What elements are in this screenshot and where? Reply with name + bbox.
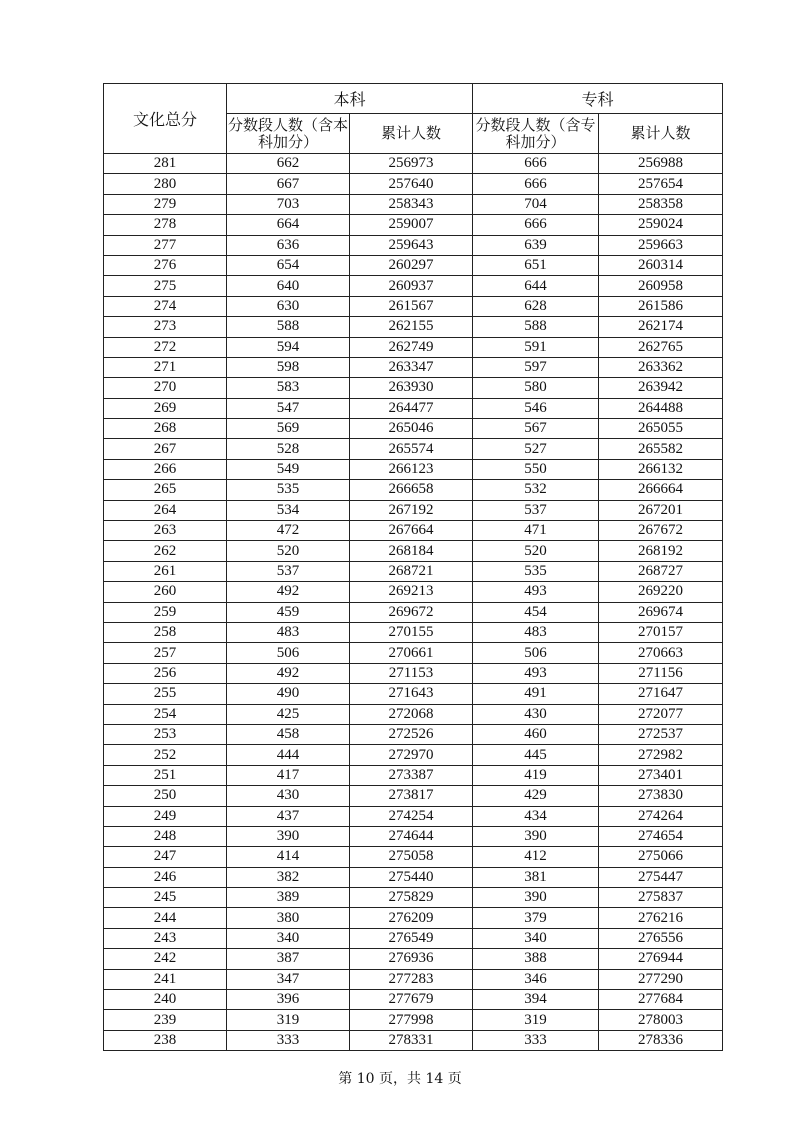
cell-junior-college-segment-count: 340 — [473, 928, 599, 948]
cell-junior-college-segment-count: 491 — [473, 684, 599, 704]
cell-junior-college-cumulative-count: 261586 — [599, 296, 723, 316]
table-row — [104, 419, 723, 439]
cell-junior-college-cumulative-count: 263362 — [599, 357, 723, 377]
cell-total-score: 243 — [104, 928, 227, 948]
cell-junior-college-cumulative-count: 262765 — [599, 337, 723, 357]
cell-undergraduate-segment-count: 654 — [227, 255, 350, 275]
cell-junior-college-cumulative-count: 270157 — [599, 622, 723, 642]
cell-total-score: 251 — [104, 765, 227, 785]
cell-total-score: 253 — [104, 724, 227, 744]
cell-total-score: 281 — [104, 154, 227, 174]
cell-junior-college-segment-count: 506 — [473, 643, 599, 663]
table-row — [104, 582, 723, 602]
cell-undergraduate-segment-count: 640 — [227, 276, 350, 296]
table-row — [104, 786, 723, 806]
cell-junior-college-cumulative-count: 259024 — [599, 215, 723, 235]
table-row — [104, 194, 723, 214]
cell-total-score: 271 — [104, 357, 227, 377]
cell-junior-college-cumulative-count: 267672 — [599, 521, 723, 541]
cell-undergraduate-cumulative-count: 277679 — [350, 990, 473, 1010]
cell-total-score: 278 — [104, 215, 227, 235]
cell-junior-college-segment-count: 597 — [473, 357, 599, 377]
cell-junior-college-segment-count: 493 — [473, 663, 599, 683]
cell-junior-college-segment-count: 639 — [473, 235, 599, 255]
cell-total-score: 248 — [104, 826, 227, 846]
cell-undergraduate-segment-count: 636 — [227, 235, 350, 255]
table-row — [104, 1010, 723, 1030]
cell-junior-college-cumulative-count: 264488 — [599, 398, 723, 418]
cell-undergraduate-segment-count: 459 — [227, 602, 350, 622]
table-row — [104, 826, 723, 846]
cell-junior-college-cumulative-count: 271156 — [599, 663, 723, 683]
cell-total-score: 260 — [104, 582, 227, 602]
cell-undergraduate-segment-count: 483 — [227, 622, 350, 642]
cell-undergraduate-segment-count: 547 — [227, 398, 350, 418]
cell-junior-college-segment-count: 430 — [473, 704, 599, 724]
cell-undergraduate-segment-count: 569 — [227, 419, 350, 439]
cell-junior-college-cumulative-count: 274264 — [599, 806, 723, 826]
table-row — [104, 990, 723, 1010]
cell-total-score: 258 — [104, 622, 227, 642]
table-row — [104, 765, 723, 785]
cell-junior-college-segment-count: 412 — [473, 847, 599, 867]
table-row — [104, 1030, 723, 1050]
cell-junior-college-cumulative-count: 265582 — [599, 439, 723, 459]
cell-undergraduate-cumulative-count: 256973 — [350, 154, 473, 174]
table-row — [104, 317, 723, 337]
cell-undergraduate-cumulative-count: 261567 — [350, 296, 473, 316]
cell-undergraduate-segment-count: 537 — [227, 561, 350, 581]
cell-undergraduate-cumulative-count: 265574 — [350, 439, 473, 459]
cell-junior-college-segment-count: 346 — [473, 969, 599, 989]
cell-undergraduate-cumulative-count: 263930 — [350, 378, 473, 398]
cell-undergraduate-cumulative-count: 277283 — [350, 969, 473, 989]
table-row — [104, 296, 723, 316]
cell-junior-college-segment-count: 388 — [473, 949, 599, 969]
cell-junior-college-cumulative-count: 262174 — [599, 317, 723, 337]
cell-total-score: 263 — [104, 521, 227, 541]
cell-undergraduate-segment-count: 387 — [227, 949, 350, 969]
cell-undergraduate-segment-count: 380 — [227, 908, 350, 928]
table-row — [104, 398, 723, 418]
header-junior-college-cumulative-count: 累计人数 — [599, 114, 723, 154]
table-row — [104, 724, 723, 744]
cell-undergraduate-cumulative-count: 257640 — [350, 174, 473, 194]
cell-total-score: 255 — [104, 684, 227, 704]
cell-junior-college-cumulative-count: 269220 — [599, 582, 723, 602]
table-body — [104, 154, 723, 1051]
cell-junior-college-segment-count: 429 — [473, 786, 599, 806]
cell-junior-college-segment-count: 580 — [473, 378, 599, 398]
cell-undergraduate-segment-count: 458 — [227, 724, 350, 744]
cell-undergraduate-cumulative-count: 264477 — [350, 398, 473, 418]
cell-junior-college-cumulative-count: 266664 — [599, 480, 723, 500]
cell-total-score: 280 — [104, 174, 227, 194]
cell-undergraduate-cumulative-count: 276209 — [350, 908, 473, 928]
cell-undergraduate-segment-count: 414 — [227, 847, 350, 867]
cell-junior-college-cumulative-count: 277290 — [599, 969, 723, 989]
cell-undergraduate-segment-count: 492 — [227, 582, 350, 602]
cell-undergraduate-segment-count: 583 — [227, 378, 350, 398]
table-row — [104, 622, 723, 642]
cell-junior-college-cumulative-count: 267201 — [599, 500, 723, 520]
cell-junior-college-cumulative-count: 268192 — [599, 541, 723, 561]
cell-undergraduate-segment-count: 396 — [227, 990, 350, 1010]
cell-junior-college-segment-count: 666 — [473, 215, 599, 235]
cell-undergraduate-cumulative-count: 274254 — [350, 806, 473, 826]
cell-junior-college-segment-count: 454 — [473, 602, 599, 622]
cell-total-score: 268 — [104, 419, 227, 439]
cell-undergraduate-cumulative-count: 277998 — [350, 1010, 473, 1030]
cell-junior-college-cumulative-count: 260958 — [599, 276, 723, 296]
cell-undergraduate-cumulative-count: 266123 — [350, 459, 473, 479]
cell-junior-college-cumulative-count: 278003 — [599, 1010, 723, 1030]
cell-junior-college-cumulative-count: 266132 — [599, 459, 723, 479]
cell-undergraduate-cumulative-count: 272970 — [350, 745, 473, 765]
cell-junior-college-cumulative-count: 257654 — [599, 174, 723, 194]
cell-total-score: 264 — [104, 500, 227, 520]
cell-total-score: 266 — [104, 459, 227, 479]
cell-junior-college-segment-count: 666 — [473, 154, 599, 174]
cell-total-score: 247 — [104, 847, 227, 867]
cell-undergraduate-segment-count: 430 — [227, 786, 350, 806]
cell-undergraduate-cumulative-count: 269672 — [350, 602, 473, 622]
cell-junior-college-cumulative-count: 256988 — [599, 154, 723, 174]
cell-junior-college-segment-count: 644 — [473, 276, 599, 296]
cell-junior-college-cumulative-count: 275066 — [599, 847, 723, 867]
cell-total-score: 261 — [104, 561, 227, 581]
cell-undergraduate-cumulative-count: 273387 — [350, 765, 473, 785]
cell-junior-college-segment-count: 460 — [473, 724, 599, 744]
cell-junior-college-segment-count: 434 — [473, 806, 599, 826]
table-row — [104, 969, 723, 989]
table-row — [104, 949, 723, 969]
cell-junior-college-cumulative-count: 263942 — [599, 378, 723, 398]
cell-junior-college-cumulative-count: 271647 — [599, 684, 723, 704]
header-undergraduate-cumulative-count: 累计人数 — [350, 114, 473, 154]
cell-junior-college-cumulative-count: 276216 — [599, 908, 723, 928]
cell-junior-college-segment-count: 704 — [473, 194, 599, 214]
cell-junior-college-cumulative-count: 259663 — [599, 235, 723, 255]
cell-undergraduate-segment-count: 535 — [227, 480, 350, 500]
cell-undergraduate-cumulative-count: 276936 — [350, 949, 473, 969]
cell-junior-college-segment-count: 419 — [473, 765, 599, 785]
header-undergraduate: 本科 — [227, 84, 473, 114]
cell-undergraduate-cumulative-count: 269213 — [350, 582, 473, 602]
table-row — [104, 255, 723, 275]
table-row — [104, 888, 723, 908]
table-row — [104, 215, 723, 235]
table-row — [104, 357, 723, 377]
cell-junior-college-segment-count: 666 — [473, 174, 599, 194]
cell-undergraduate-cumulative-count: 266658 — [350, 480, 473, 500]
cell-undergraduate-segment-count: 417 — [227, 765, 350, 785]
table-row — [104, 684, 723, 704]
cell-undergraduate-cumulative-count: 275058 — [350, 847, 473, 867]
cell-junior-college-segment-count: 651 — [473, 255, 599, 275]
table-row — [104, 500, 723, 520]
cell-undergraduate-cumulative-count: 259007 — [350, 215, 473, 235]
table-row — [104, 704, 723, 724]
cell-undergraduate-segment-count: 340 — [227, 928, 350, 948]
cell-undergraduate-cumulative-count: 262749 — [350, 337, 473, 357]
cell-total-score: 246 — [104, 867, 227, 887]
cell-undergraduate-segment-count: 549 — [227, 459, 350, 479]
cell-undergraduate-segment-count: 630 — [227, 296, 350, 316]
cell-junior-college-segment-count: 394 — [473, 990, 599, 1010]
cell-junior-college-cumulative-count: 268727 — [599, 561, 723, 581]
cell-undergraduate-segment-count: 347 — [227, 969, 350, 989]
cell-undergraduate-cumulative-count: 274644 — [350, 826, 473, 846]
table-row — [104, 643, 723, 663]
cell-undergraduate-segment-count: 425 — [227, 704, 350, 724]
cell-total-score: 262 — [104, 541, 227, 561]
cell-total-score: 252 — [104, 745, 227, 765]
cell-total-score: 254 — [104, 704, 227, 724]
cell-undergraduate-cumulative-count: 276549 — [350, 928, 473, 948]
table-header — [104, 84, 723, 154]
table-row — [104, 541, 723, 561]
cell-total-score: 244 — [104, 908, 227, 928]
score-distribution-table-container — [103, 83, 722, 1051]
cell-undergraduate-cumulative-count: 259643 — [350, 235, 473, 255]
cell-undergraduate-cumulative-count: 273817 — [350, 786, 473, 806]
cell-undergraduate-segment-count: 382 — [227, 867, 350, 887]
table-row — [104, 745, 723, 765]
cell-undergraduate-segment-count: 662 — [227, 154, 350, 174]
table-row — [104, 521, 723, 541]
cell-junior-college-segment-count: 532 — [473, 480, 599, 500]
cell-undergraduate-cumulative-count: 271153 — [350, 663, 473, 683]
cell-undergraduate-cumulative-count: 278331 — [350, 1030, 473, 1050]
cell-undergraduate-cumulative-count: 272526 — [350, 724, 473, 744]
cell-total-score: 277 — [104, 235, 227, 255]
table-row — [104, 867, 723, 887]
table-row — [104, 663, 723, 683]
cell-junior-college-cumulative-count: 278336 — [599, 1030, 723, 1050]
cell-junior-college-cumulative-count: 272982 — [599, 745, 723, 765]
cell-junior-college-segment-count: 390 — [473, 826, 599, 846]
table-row — [104, 928, 723, 948]
cell-junior-college-segment-count: 588 — [473, 317, 599, 337]
cell-junior-college-segment-count: 319 — [473, 1010, 599, 1030]
cell-total-score: 274 — [104, 296, 227, 316]
cell-junior-college-segment-count: 483 — [473, 622, 599, 642]
cell-junior-college-cumulative-count: 277684 — [599, 990, 723, 1010]
table-row — [104, 276, 723, 296]
cell-total-score: 238 — [104, 1030, 227, 1050]
table-row — [104, 235, 723, 255]
cell-undergraduate-segment-count: 472 — [227, 521, 350, 541]
cell-junior-college-cumulative-count: 276556 — [599, 928, 723, 948]
cell-undergraduate-segment-count: 588 — [227, 317, 350, 337]
cell-undergraduate-cumulative-count: 268721 — [350, 561, 473, 581]
cell-total-score: 240 — [104, 990, 227, 1010]
cell-undergraduate-cumulative-count: 258343 — [350, 194, 473, 214]
table-row — [104, 174, 723, 194]
cell-undergraduate-cumulative-count: 262155 — [350, 317, 473, 337]
cell-junior-college-cumulative-count: 258358 — [599, 194, 723, 214]
cell-undergraduate-cumulative-count: 272068 — [350, 704, 473, 724]
cell-total-score: 265 — [104, 480, 227, 500]
cell-total-score: 250 — [104, 786, 227, 806]
cell-total-score: 257 — [104, 643, 227, 663]
cell-undergraduate-segment-count: 594 — [227, 337, 350, 357]
cell-undergraduate-segment-count: 506 — [227, 643, 350, 663]
cell-total-score: 242 — [104, 949, 227, 969]
header-junior-college: 专科 — [473, 84, 723, 114]
cell-total-score: 259 — [104, 602, 227, 622]
cell-total-score: 270 — [104, 378, 227, 398]
cell-junior-college-segment-count: 537 — [473, 500, 599, 520]
table-row — [104, 480, 723, 500]
cell-junior-college-segment-count: 628 — [473, 296, 599, 316]
cell-junior-college-segment-count: 591 — [473, 337, 599, 357]
cell-undergraduate-segment-count: 598 — [227, 357, 350, 377]
cell-total-score: 275 — [104, 276, 227, 296]
cell-undergraduate-segment-count: 528 — [227, 439, 350, 459]
cell-junior-college-cumulative-count: 272077 — [599, 704, 723, 724]
table-row — [104, 154, 723, 174]
cell-junior-college-cumulative-count: 260314 — [599, 255, 723, 275]
page-footer: 第 10 页，共 14 页 — [338, 1071, 462, 1087]
table-row — [104, 908, 723, 928]
cell-junior-college-cumulative-count: 269674 — [599, 602, 723, 622]
cell-junior-college-segment-count: 550 — [473, 459, 599, 479]
cell-junior-college-cumulative-count: 265055 — [599, 419, 723, 439]
cell-total-score: 276 — [104, 255, 227, 275]
header-undergraduate-segment-count: 分数段人数（含本科加分） — [227, 114, 350, 154]
header-total-score: 文化总分 — [104, 84, 227, 154]
cell-junior-college-segment-count: 333 — [473, 1030, 599, 1050]
cell-total-score: 239 — [104, 1010, 227, 1030]
table-row — [104, 378, 723, 398]
cell-undergraduate-cumulative-count: 265046 — [350, 419, 473, 439]
cell-undergraduate-cumulative-count: 271643 — [350, 684, 473, 704]
cell-undergraduate-segment-count: 492 — [227, 663, 350, 683]
table-row — [104, 806, 723, 826]
table-row — [104, 847, 723, 867]
cell-junior-college-segment-count: 445 — [473, 745, 599, 765]
cell-undergraduate-segment-count: 389 — [227, 888, 350, 908]
cell-total-score: 269 — [104, 398, 227, 418]
table-row — [104, 337, 723, 357]
cell-undergraduate-segment-count: 664 — [227, 215, 350, 235]
cell-undergraduate-cumulative-count: 268184 — [350, 541, 473, 561]
cell-undergraduate-cumulative-count: 263347 — [350, 357, 473, 377]
cell-undergraduate-segment-count: 520 — [227, 541, 350, 561]
cell-undergraduate-cumulative-count: 267664 — [350, 521, 473, 541]
cell-undergraduate-cumulative-count: 260297 — [350, 255, 473, 275]
cell-junior-college-segment-count: 379 — [473, 908, 599, 928]
cell-undergraduate-segment-count: 333 — [227, 1030, 350, 1050]
cell-junior-college-cumulative-count: 273830 — [599, 786, 723, 806]
cell-junior-college-cumulative-count: 270663 — [599, 643, 723, 663]
cell-total-score: 245 — [104, 888, 227, 908]
cell-junior-college-cumulative-count: 272537 — [599, 724, 723, 744]
cell-undergraduate-segment-count: 437 — [227, 806, 350, 826]
table-row — [104, 561, 723, 581]
cell-junior-college-cumulative-count: 276944 — [599, 949, 723, 969]
table-row — [104, 602, 723, 622]
cell-undergraduate-cumulative-count: 270661 — [350, 643, 473, 663]
cell-junior-college-cumulative-count: 275447 — [599, 867, 723, 887]
cell-total-score: 256 — [104, 663, 227, 683]
cell-total-score: 279 — [104, 194, 227, 214]
cell-undergraduate-segment-count: 490 — [227, 684, 350, 704]
cell-junior-college-segment-count: 535 — [473, 561, 599, 581]
cell-junior-college-segment-count: 381 — [473, 867, 599, 887]
cell-undergraduate-cumulative-count: 270155 — [350, 622, 473, 642]
cell-total-score: 272 — [104, 337, 227, 357]
cell-junior-college-segment-count: 527 — [473, 439, 599, 459]
header-junior-college-segment-count: 分数段人数（含专科加分） — [473, 114, 599, 154]
cell-undergraduate-segment-count: 703 — [227, 194, 350, 214]
score-distribution-table — [103, 83, 723, 1051]
cell-total-score: 273 — [104, 317, 227, 337]
cell-junior-college-cumulative-count: 273401 — [599, 765, 723, 785]
table-row — [104, 439, 723, 459]
cell-junior-college-segment-count: 471 — [473, 521, 599, 541]
cell-junior-college-cumulative-count: 274654 — [599, 826, 723, 846]
cell-undergraduate-segment-count: 390 — [227, 826, 350, 846]
table-row — [104, 459, 723, 479]
cell-undergraduate-segment-count: 667 — [227, 174, 350, 194]
cell-junior-college-segment-count: 567 — [473, 419, 599, 439]
cell-junior-college-segment-count: 546 — [473, 398, 599, 418]
cell-junior-college-cumulative-count: 275837 — [599, 888, 723, 908]
cell-junior-college-segment-count: 520 — [473, 541, 599, 561]
cell-undergraduate-cumulative-count: 275440 — [350, 867, 473, 887]
cell-undergraduate-segment-count: 319 — [227, 1010, 350, 1030]
cell-total-score: 267 — [104, 439, 227, 459]
cell-total-score: 241 — [104, 969, 227, 989]
cell-undergraduate-cumulative-count: 260937 — [350, 276, 473, 296]
cell-undergraduate-cumulative-count: 267192 — [350, 500, 473, 520]
cell-junior-college-segment-count: 390 — [473, 888, 599, 908]
cell-undergraduate-cumulative-count: 275829 — [350, 888, 473, 908]
cell-junior-college-segment-count: 493 — [473, 582, 599, 602]
cell-undergraduate-segment-count: 534 — [227, 500, 350, 520]
cell-total-score: 249 — [104, 806, 227, 826]
cell-undergraduate-segment-count: 444 — [227, 745, 350, 765]
